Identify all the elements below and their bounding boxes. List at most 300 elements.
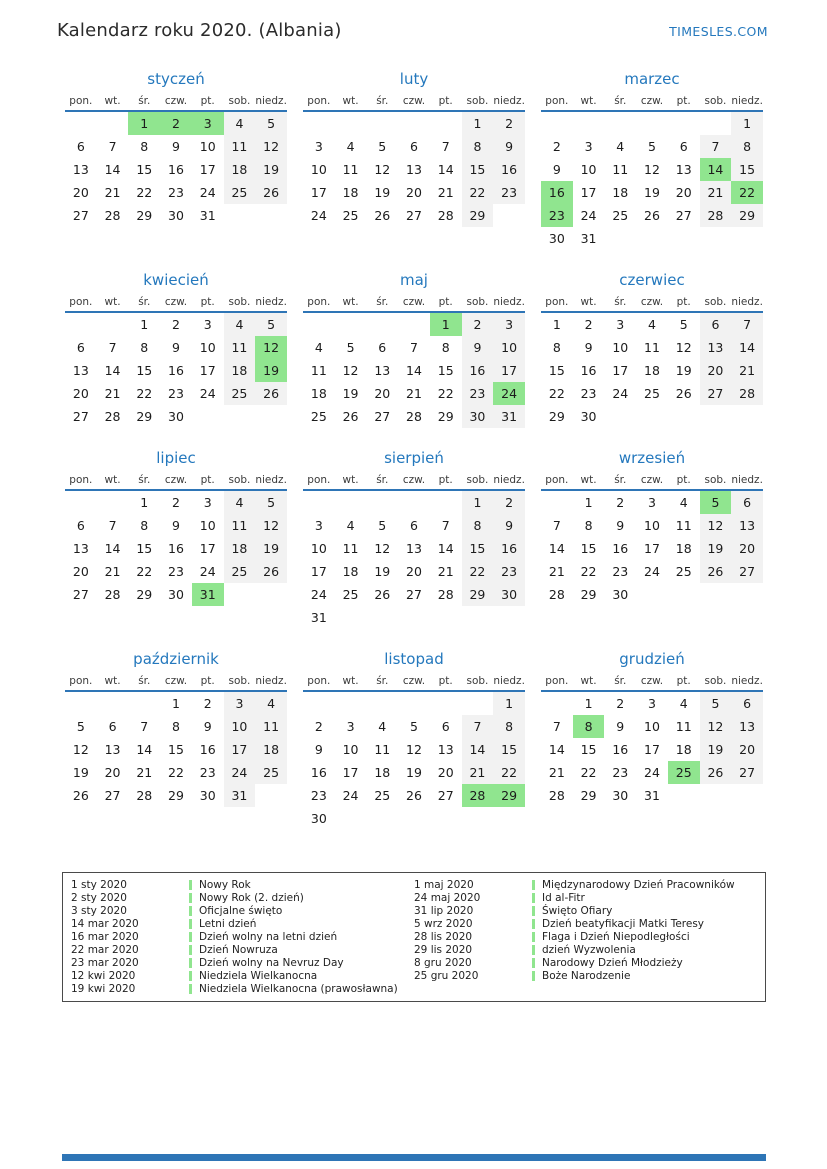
day-cell xyxy=(668,227,700,250)
day-cell: 10 xyxy=(199,139,216,154)
week-row xyxy=(65,382,287,405)
day-cell: 19 xyxy=(72,765,89,780)
day-cell: 15 xyxy=(136,162,153,177)
day-cell: 26 xyxy=(406,788,422,803)
weekday-header-row xyxy=(541,675,763,692)
week-row xyxy=(541,491,763,514)
weekday-label: pt. xyxy=(676,296,691,308)
weekday-label: czw. xyxy=(164,474,188,486)
day-cell: 9 xyxy=(493,514,525,537)
day-cell: 2 xyxy=(584,317,593,332)
week-row xyxy=(65,583,287,606)
week-row xyxy=(541,514,763,537)
day-cell: 24 xyxy=(199,564,216,579)
month-block-czerwiec xyxy=(541,271,763,428)
holiday-date: 1 maj 2020 xyxy=(414,879,474,892)
week-row xyxy=(541,738,763,761)
month-block-listopad xyxy=(303,650,525,830)
weekday-label: sob. xyxy=(466,296,489,308)
day-cell: 28 xyxy=(462,784,494,807)
day-cell: 22 xyxy=(462,560,494,583)
day-cell xyxy=(636,227,668,250)
day-cell: 23 xyxy=(168,386,184,401)
day-cell: 5 xyxy=(410,719,418,734)
weekday-label: czw. xyxy=(640,675,664,687)
day-cell: 29 xyxy=(462,204,494,227)
day-cell: 1 xyxy=(172,696,180,711)
day-cell: 1 xyxy=(731,112,763,135)
day-cell: 23 xyxy=(493,181,525,204)
week-row xyxy=(303,692,525,715)
day-cell: 19 xyxy=(374,185,391,200)
weekday-label: pon. xyxy=(307,95,331,107)
day-cell: 27 xyxy=(675,208,692,223)
holiday-marker-bar xyxy=(532,906,535,916)
day-cell: 23 xyxy=(493,560,525,583)
day-cell: 6 xyxy=(76,340,85,355)
day-cell xyxy=(335,807,367,830)
day-cell: 13 xyxy=(374,363,391,378)
weekday-label: śr. xyxy=(138,296,151,308)
day-cell: 20 xyxy=(700,359,732,382)
holiday-marker-bar xyxy=(189,958,192,968)
holiday-legend xyxy=(62,872,766,1002)
weekday-label: niedz. xyxy=(255,95,287,107)
day-cell: 7 xyxy=(552,719,561,734)
day-cell: 21 xyxy=(700,181,732,204)
holiday-marker-bar xyxy=(189,932,192,942)
day-cell: 21 xyxy=(406,386,422,401)
weekday-label: czw. xyxy=(402,675,426,687)
day-cell xyxy=(700,112,732,135)
weekday-label: czw. xyxy=(640,95,664,107)
week-row xyxy=(541,336,763,359)
day-cell: 10 xyxy=(342,742,359,757)
weekday-label: pt. xyxy=(200,296,215,308)
day-cell: 3 xyxy=(192,112,224,135)
day-cell: 11 xyxy=(612,162,629,177)
holiday-marker-bar xyxy=(189,919,192,929)
day-cell: 9 xyxy=(493,135,525,158)
day-cell: 11 xyxy=(342,162,359,177)
week-row xyxy=(65,715,287,738)
holiday-name: Dzień Nowruza xyxy=(199,943,278,956)
day-cell xyxy=(731,405,763,428)
day-cell: 4 xyxy=(378,719,387,734)
day-cell: 21 xyxy=(731,359,763,382)
day-cell: 20 xyxy=(731,537,763,560)
months-grid xyxy=(65,70,763,830)
day-cell xyxy=(430,491,462,514)
holiday-date: 2 sty 2020 xyxy=(71,892,127,905)
day-cell: 26 xyxy=(72,788,89,803)
page-title: Kalendarz roku 2020. (Albania) xyxy=(57,20,342,41)
day-cell: 15 xyxy=(580,541,597,556)
day-cell: 1 xyxy=(584,495,593,510)
day-cell: 29 xyxy=(168,788,184,803)
day-cell: 11 xyxy=(342,541,359,556)
week-row xyxy=(65,761,287,784)
day-cell: 24 xyxy=(310,587,327,602)
month-title: luty xyxy=(399,70,429,88)
day-cell: 6 xyxy=(108,719,117,734)
week-row xyxy=(303,491,525,514)
day-cell: 10 xyxy=(644,719,660,734)
month-block-styczeń xyxy=(65,70,287,250)
holiday-date: 12 kwi 2020 xyxy=(71,969,136,982)
day-cell: 29 xyxy=(580,788,597,803)
holiday-marker-bar xyxy=(532,932,535,942)
day-cell: 14 xyxy=(437,541,454,556)
holiday-marker-bar xyxy=(189,971,192,981)
day-cell: 18 xyxy=(374,765,391,780)
day-cell: 3 xyxy=(584,139,593,154)
day-cell xyxy=(700,784,732,807)
day-cell: 3 xyxy=(648,495,656,510)
day-cell: 6 xyxy=(76,139,85,154)
day-cell: 4 xyxy=(224,112,256,135)
weekday-label: sob. xyxy=(466,675,489,687)
day-cell: 2 xyxy=(314,719,323,734)
day-cell xyxy=(636,405,668,428)
day-cell xyxy=(303,112,335,135)
week-row xyxy=(541,715,763,738)
week-row xyxy=(303,313,525,336)
day-cell xyxy=(700,405,732,428)
day-cell: 21 xyxy=(104,564,121,579)
day-cell: 2 xyxy=(160,112,192,135)
day-cell: 8 xyxy=(462,135,494,158)
day-cell: 30 xyxy=(493,583,525,606)
day-cell: 15 xyxy=(462,158,494,181)
weekday-label: sob. xyxy=(228,474,251,486)
week-row xyxy=(303,405,525,428)
day-cell xyxy=(224,405,256,428)
holiday-name: Boże Narodzenie xyxy=(542,969,631,982)
day-cell: 13 xyxy=(700,336,732,359)
day-cell: 3 xyxy=(493,313,525,336)
day-cell: 2 xyxy=(493,491,525,514)
day-cell: 7 xyxy=(140,719,149,734)
day-cell: 17 xyxy=(612,363,629,378)
day-cell: 16 xyxy=(168,363,184,378)
weekday-label: pon. xyxy=(69,95,93,107)
weekday-header-row xyxy=(303,296,525,313)
day-cell: 28 xyxy=(136,788,153,803)
day-cell: 13 xyxy=(731,514,763,537)
week-row xyxy=(541,359,763,382)
legend-row xyxy=(71,982,414,995)
timesles-site-link[interactable]: TIMESLES.COM xyxy=(669,24,768,39)
day-cell: 17 xyxy=(580,185,597,200)
day-cell: 11 xyxy=(224,514,256,537)
day-cell: 25 xyxy=(668,761,700,784)
day-cell: 24 xyxy=(612,386,629,401)
weekday-header-row xyxy=(65,296,287,313)
day-cell xyxy=(668,405,700,428)
week-row xyxy=(65,692,287,715)
day-cell: 17 xyxy=(644,541,660,556)
week-row xyxy=(65,112,287,135)
day-cell: 30 xyxy=(199,788,216,803)
week-row xyxy=(65,784,287,807)
day-cell xyxy=(335,692,367,715)
day-cell: 8 xyxy=(584,518,593,533)
weekday-label: pon. xyxy=(307,675,331,687)
day-cell: 18 xyxy=(644,363,660,378)
day-cell xyxy=(573,112,605,135)
day-cell xyxy=(398,112,430,135)
weekday-label: pt. xyxy=(676,474,691,486)
week-row xyxy=(65,560,287,583)
day-cell: 28 xyxy=(731,382,763,405)
day-cell: 1 xyxy=(462,112,494,135)
holiday-name: Letni dzień xyxy=(199,918,257,931)
day-cell xyxy=(462,807,494,830)
day-cell xyxy=(97,491,129,514)
weekday-header-row xyxy=(541,95,763,112)
week-row xyxy=(541,560,763,583)
day-cell: 25 xyxy=(342,587,359,602)
day-cell xyxy=(493,807,525,830)
day-cell: 25 xyxy=(224,382,256,405)
day-cell: 27 xyxy=(104,788,121,803)
day-cell: 24 xyxy=(199,185,216,200)
day-cell: 29 xyxy=(437,409,454,424)
day-cell: 18 xyxy=(342,185,359,200)
day-cell: 8 xyxy=(172,719,180,734)
day-cell: 21 xyxy=(548,564,565,579)
day-cell: 10 xyxy=(310,541,327,556)
day-cell xyxy=(731,583,763,606)
day-cell: 16 xyxy=(493,158,525,181)
day-cell: 22 xyxy=(136,564,153,579)
day-cell: 4 xyxy=(314,340,323,355)
weekday-header-row xyxy=(303,95,525,112)
week-row xyxy=(303,359,525,382)
day-cell: 25 xyxy=(342,208,359,223)
day-cell: 2 xyxy=(493,112,525,135)
day-cell: 29 xyxy=(731,204,763,227)
day-cell xyxy=(366,491,398,514)
day-cell: 31 xyxy=(644,788,660,803)
day-cell: 28 xyxy=(548,788,565,803)
weekday-label: sob. xyxy=(704,474,727,486)
day-cell xyxy=(462,606,494,629)
day-cell: 30 xyxy=(310,811,327,826)
day-cell: 12 xyxy=(255,336,287,359)
weekday-label: wt. xyxy=(580,474,597,486)
day-cell: 4 xyxy=(648,317,656,332)
day-cell: 23 xyxy=(612,765,629,780)
day-cell: 26 xyxy=(255,181,287,204)
day-cell: 16 xyxy=(168,162,184,177)
day-cell: 8 xyxy=(493,715,525,738)
week-row xyxy=(541,112,763,135)
day-cell: 13 xyxy=(72,363,89,378)
day-cell: 21 xyxy=(104,185,121,200)
day-cell: 6 xyxy=(731,491,763,514)
day-cell: 8 xyxy=(441,340,450,355)
day-cell: 3 xyxy=(203,317,212,332)
weekday-label: czw. xyxy=(640,296,664,308)
holiday-marker-bar xyxy=(189,984,192,994)
day-cell: 9 xyxy=(314,742,323,757)
day-cell: 25 xyxy=(224,181,256,204)
weekday-label: pt. xyxy=(200,474,215,486)
holiday-name: Nowy Rok (2. dzień) xyxy=(199,892,304,905)
day-cell: 17 xyxy=(199,162,216,177)
day-cell: 2 xyxy=(172,495,180,510)
day-cell xyxy=(430,692,462,715)
day-cell: 4 xyxy=(224,313,256,336)
legend-row xyxy=(71,956,414,969)
day-cell: 12 xyxy=(374,162,391,177)
day-cell xyxy=(541,692,573,715)
week-row xyxy=(541,382,763,405)
week-row xyxy=(303,537,525,560)
weekday-label: wt. xyxy=(104,296,121,308)
day-cell: 5 xyxy=(700,491,732,514)
week-row xyxy=(541,181,763,204)
day-cell: 24 xyxy=(342,788,359,803)
day-cell: 22 xyxy=(437,386,454,401)
day-cell: 7 xyxy=(441,518,450,533)
day-cell: 3 xyxy=(314,518,323,533)
day-cell xyxy=(192,405,224,428)
weekday-label: pt. xyxy=(200,675,215,687)
day-cell: 21 xyxy=(136,765,153,780)
day-cell: 4 xyxy=(679,495,688,510)
holiday-date: 16 mar 2020 xyxy=(71,931,139,943)
weekday-label: sob. xyxy=(466,474,489,486)
day-cell: 13 xyxy=(731,715,763,738)
week-row xyxy=(65,204,287,227)
weekday-label: pon. xyxy=(545,474,569,486)
day-cell: 31 xyxy=(493,405,525,428)
day-cell xyxy=(65,313,97,336)
weekday-label: wt. xyxy=(104,675,121,687)
weekday-label: śr. xyxy=(138,474,151,486)
week-row xyxy=(303,181,525,204)
day-cell: 21 xyxy=(104,386,121,401)
day-cell: 24 xyxy=(644,564,660,579)
month-block-luty xyxy=(303,70,525,250)
weekday-label: niedz. xyxy=(731,296,763,308)
week-row xyxy=(303,382,525,405)
day-cell: 25 xyxy=(374,788,391,803)
weekday-label: wt. xyxy=(580,95,597,107)
day-cell: 20 xyxy=(104,765,121,780)
holiday-name: Flaga i Dzień Niepodległości xyxy=(542,931,690,943)
holiday-name: Niedziela Wielkanocna (prawosławna) xyxy=(199,982,398,995)
day-cell: 23 xyxy=(580,386,597,401)
day-cell: 27 xyxy=(406,208,422,223)
weekday-label: pon. xyxy=(69,296,93,308)
day-cell: 9 xyxy=(172,139,180,154)
day-cell: 19 xyxy=(700,537,732,560)
day-cell: 6 xyxy=(700,313,732,336)
weekday-label: sob. xyxy=(704,675,727,687)
day-cell xyxy=(303,692,335,715)
week-row xyxy=(541,784,763,807)
day-cell: 26 xyxy=(255,382,287,405)
day-cell xyxy=(430,606,462,629)
weekday-label: pt. xyxy=(438,95,453,107)
day-cell: 25 xyxy=(644,386,660,401)
weekday-label: śr. xyxy=(614,675,627,687)
day-cell: 14 xyxy=(731,336,763,359)
day-cell: 11 xyxy=(310,363,327,378)
day-cell: 29 xyxy=(136,587,153,602)
holiday-marker-bar xyxy=(532,971,535,981)
day-cell: 4 xyxy=(255,692,287,715)
weekday-label: pt. xyxy=(438,474,453,486)
holiday-name: dzień Wyzwolenia xyxy=(542,943,636,956)
weekday-label: wt. xyxy=(580,675,597,687)
day-cell xyxy=(700,583,732,606)
day-cell: 29 xyxy=(493,784,525,807)
weekday-label: czw. xyxy=(402,95,426,107)
week-row xyxy=(303,112,525,135)
day-cell: 24 xyxy=(580,208,597,223)
day-cell: 3 xyxy=(203,495,212,510)
day-cell xyxy=(398,491,430,514)
legend-row xyxy=(414,931,757,944)
day-cell: 10 xyxy=(199,518,216,533)
day-cell: 18 xyxy=(224,359,256,382)
holiday-name: Międzynarodowy Dzień Pracowników xyxy=(542,879,735,892)
day-cell: 12 xyxy=(255,135,287,158)
day-cell: 15 xyxy=(168,742,184,757)
weekday-label: śr. xyxy=(376,95,389,107)
day-cell: 15 xyxy=(136,541,153,556)
month-title: październik xyxy=(133,650,219,668)
day-cell: 12 xyxy=(374,541,391,556)
footer-bar xyxy=(62,1154,766,1161)
legend-row xyxy=(414,905,757,918)
day-cell: 18 xyxy=(675,742,692,757)
weekday-label: czw. xyxy=(402,296,426,308)
day-cell: 8 xyxy=(573,715,605,738)
day-cell: 17 xyxy=(224,738,256,761)
week-row xyxy=(65,537,287,560)
day-cell: 31 xyxy=(580,231,597,246)
month-title: sierpień xyxy=(384,449,444,467)
day-cell: 20 xyxy=(72,564,89,579)
holiday-marker-bar xyxy=(189,880,192,890)
week-row xyxy=(541,158,763,181)
weekday-label: czw. xyxy=(640,474,664,486)
day-cell: 3 xyxy=(314,139,323,154)
holiday-name: Święto Ofiary xyxy=(542,905,613,918)
day-cell: 15 xyxy=(462,537,494,560)
day-cell: 27 xyxy=(406,587,422,602)
day-cell: 19 xyxy=(342,386,359,401)
weekday-label: wt. xyxy=(104,474,121,486)
holiday-name: Dzień wolny na letni dzień xyxy=(199,931,338,943)
day-cell: 21 xyxy=(462,761,494,784)
day-cell: 10 xyxy=(580,162,597,177)
day-cell xyxy=(303,491,335,514)
day-cell: 22 xyxy=(462,181,494,204)
day-cell: 25 xyxy=(224,560,256,583)
day-cell: 21 xyxy=(437,564,454,579)
day-cell: 7 xyxy=(731,313,763,336)
day-cell: 16 xyxy=(580,363,597,378)
day-cell: 8 xyxy=(462,514,494,537)
day-cell: 7 xyxy=(552,518,561,533)
